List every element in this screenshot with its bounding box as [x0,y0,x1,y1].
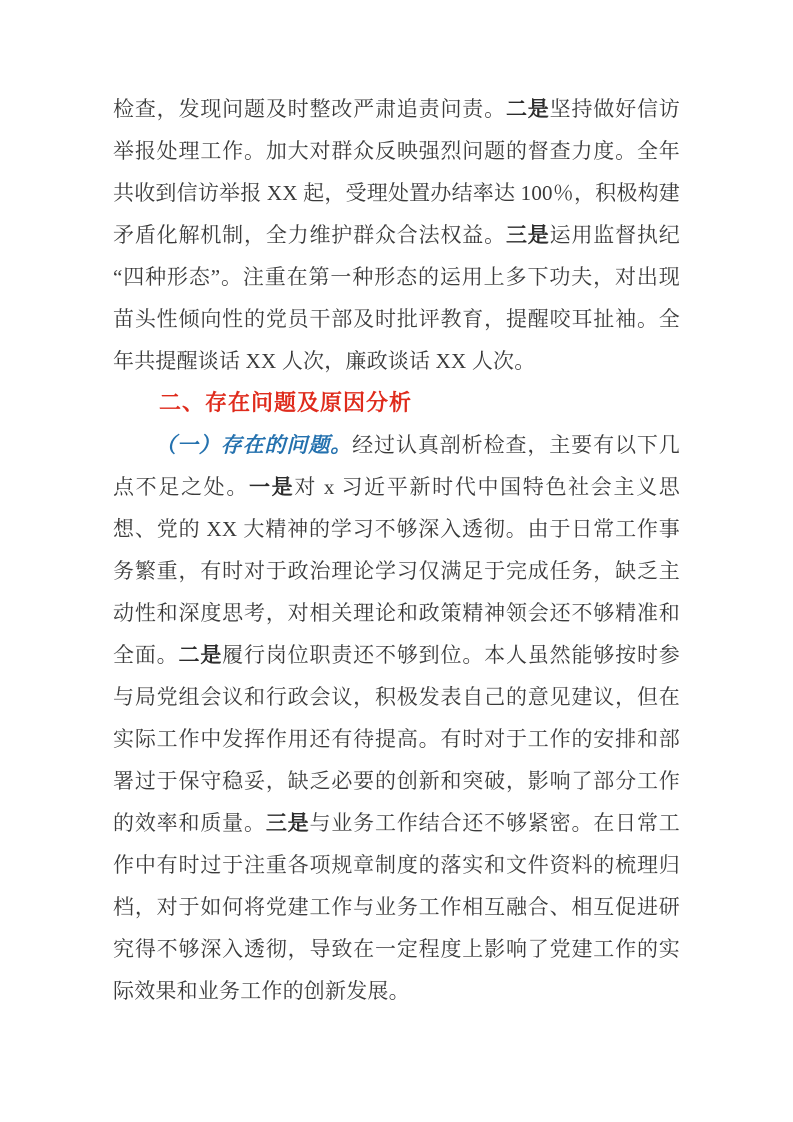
text-run: 对 x 习近平新时代中国特色社会主义思想、党的 XX 大精神的学习不够深入透彻。由于日常工作事务繁重，有时对于政治理论学习仅满足于完成任务，缺乏主动性和深度思考，对相关理论和政策精神领会还不够精准和全面。 [113,475,680,667]
document-content [113,88,680,1012]
text-run-emphasis: 二是 [178,643,223,667]
text-run: 经过认真剖析检查，主要有以下几点不足之处。 [113,433,680,499]
text-run: 运用监督执纪“四种形态”。注重在第一种形态的运用上多下功夫，对出现苗头性倾向性的党员干部及时批评教育，提醒咬耳扯袖。全年共提醒谈话 XX 人次，廉政谈话 XX 人次。 [113,223,680,373]
section-heading-problems-and-causes: 二、存在问题及原因分析 [159,390,413,415]
text-run: 坚持做好信访举报处理工作。加大对群众反映强烈问题的督查力度。全年共收到信访举报 XX 起，受理处置办结率达 100％，积极构建矛盾化解机制，全力维护群众合法权益。 [113,97,680,247]
paragraph-existing-problems [113,424,680,1012]
text-run-emphasis: 二是 [505,97,550,121]
text-run: 与业务工作结合还不够紧密。在日常工作中有时过于注重各项规章制度的落实和文件资料的梳理归档，对于如何将党建工作与业务工作相互融合、相互促进研究得不够深入透彻，导致在一定程度上影响了党建工作的实际效果和业务工作的创新发展。 [113,811,680,1003]
text-run-emphasis: 三是 [505,223,550,247]
text-run: 履行岗位职责还不够到位。本人虽然能够按时参与局党组会议和行政会议，积极发表自己的意见建议，但在实际工作中发挥作用还有待提高。有时对于工作的安排和部署过于保守稳妥，缺乏必要的创新和突破，影响了部分工作的效率和质量。 [113,643,680,835]
text-run-emphasis: 三是 [265,811,310,835]
text-run-emphasis: 一是 [248,475,295,499]
text-run: 检查，发现问题及时整改严肃追责问责。 [113,97,506,121]
subheading-existing-problems: （一）存在的问题。 [155,433,353,457]
paragraph-supervision-work [113,88,680,382]
